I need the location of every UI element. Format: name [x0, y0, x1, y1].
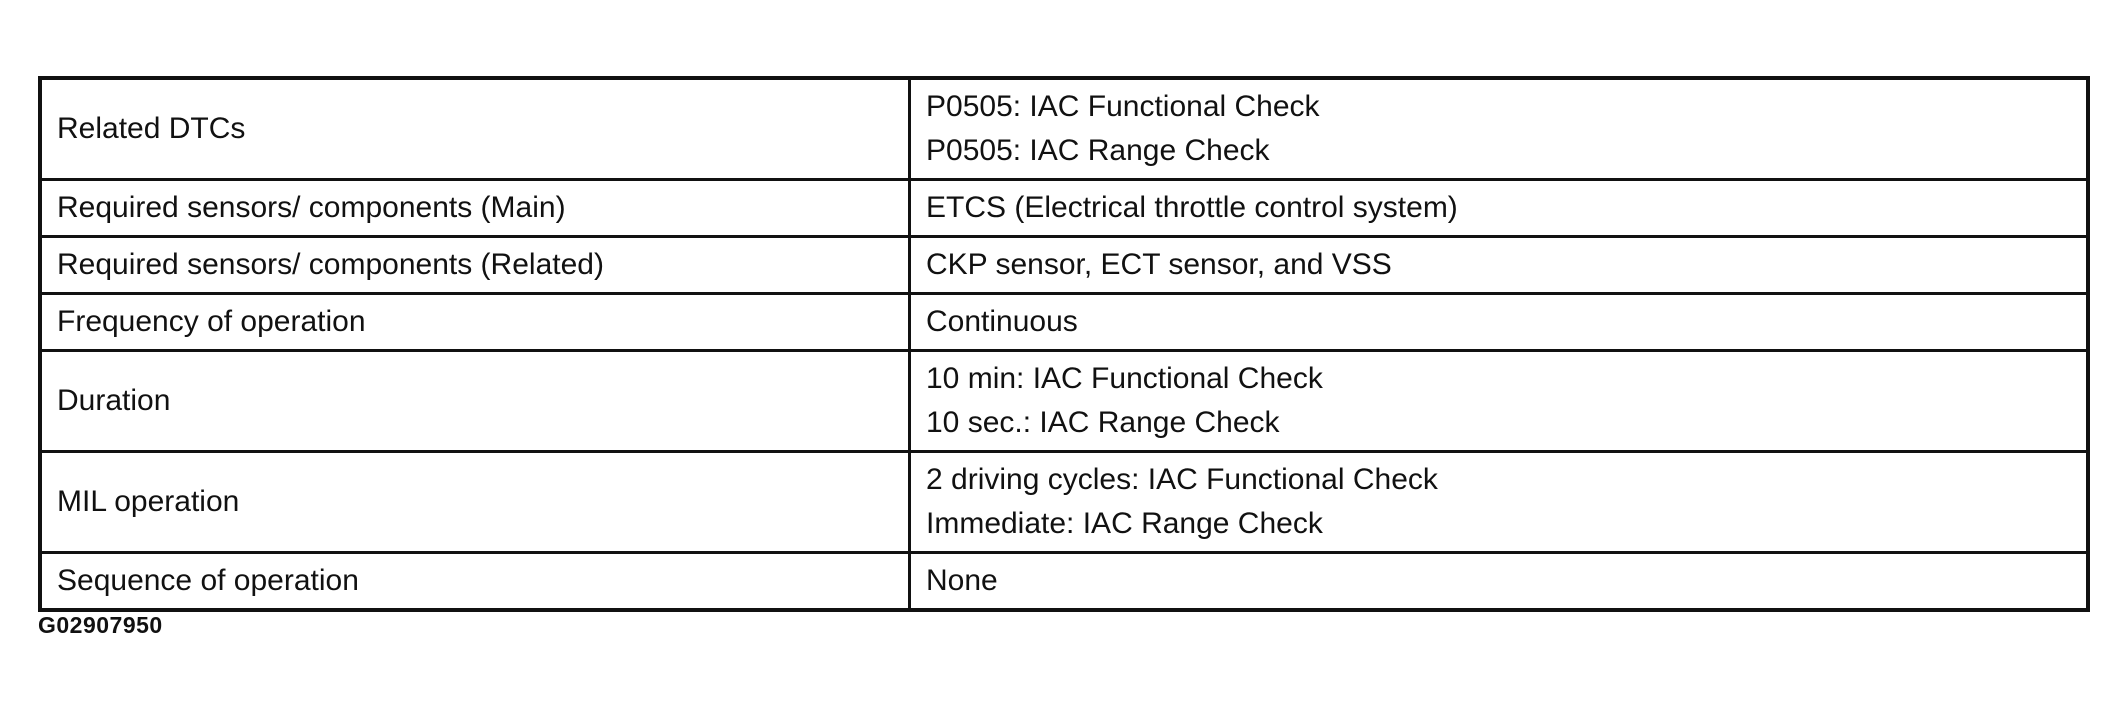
row-label: Frequency of operation — [40, 294, 910, 351]
value-line: 10 sec.: IAC Range Check — [926, 406, 1280, 439]
table-row-required-main — [40, 180, 2088, 237]
row-value — [910, 294, 2089, 351]
value-line: P0505: IAC Functional Check — [926, 90, 1320, 123]
row-label: Duration — [40, 351, 910, 452]
row-value — [910, 237, 2089, 294]
value-line: Immediate: IAC Range Check — [926, 507, 1323, 540]
row-value — [910, 553, 2089, 611]
value-line: P0505: IAC Range Check — [926, 134, 1270, 167]
table-row-frequency — [40, 294, 2088, 351]
table-row-sequence — [40, 553, 2088, 611]
monitor-spec-table — [38, 76, 2090, 612]
row-value — [910, 452, 2089, 553]
row-value — [910, 78, 2089, 180]
value-line: ETCS (Electrical throttle control system) — [926, 191, 1458, 224]
row-label: MIL operation — [40, 452, 910, 553]
value-line: CKP sensor, ECT sensor, and VSS — [926, 248, 1392, 281]
row-label: Related DTCs — [40, 78, 910, 180]
value-line: Continuous — [926, 305, 1078, 338]
table-row-duration — [40, 351, 2088, 452]
value-line: None — [926, 564, 998, 597]
row-label: Sequence of operation — [40, 553, 910, 611]
table-row-mil-operation — [40, 452, 2088, 553]
value-line: 2 driving cycles: IAC Functional Check — [926, 463, 1438, 496]
table-row-required-related — [40, 237, 2088, 294]
value-line: 10 min: IAC Functional Check — [926, 362, 1323, 395]
row-label: Required sensors/ components (Related) — [40, 237, 910, 294]
row-value — [910, 180, 2089, 237]
figure-code: G02907950 — [38, 612, 163, 638]
row-value — [910, 351, 2089, 452]
row-label: Required sensors/ components (Main) — [40, 180, 910, 237]
table-row-related-dtcs — [40, 78, 2088, 180]
